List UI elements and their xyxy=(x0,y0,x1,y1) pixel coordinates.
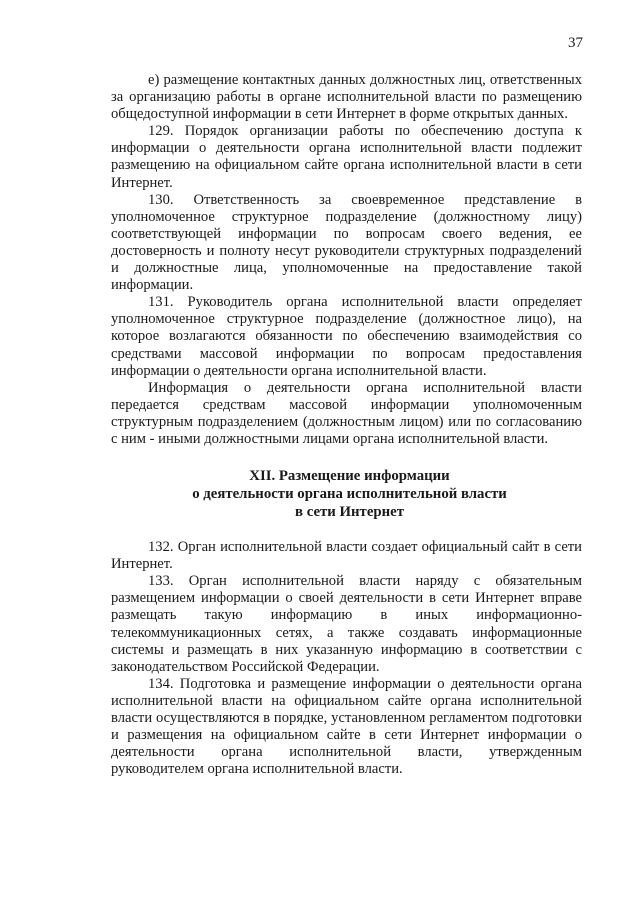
paragraph-132: 132. Орган исполнительной власти создает официальный сайт в сети Интернет. xyxy=(111,539,582,573)
paragraph-131-continuation: Информация о деятельности органа исполнительной власти передается средствам массовой информации уполномоченным структурным подразделением (должностным лицом) или по согласованию с ним - иными должностными лицами органа исполнительной власти. xyxy=(111,379,582,447)
section-heading-line-3: в сети Интернет xyxy=(295,504,404,521)
paragraph-131: 131. Руководитель органа исполнительной власти определяет уполномоченное структурное подразделение (должностное лицо), на которое возлагаются обязанности по обеспечению взаимодействия со средствами массовой информации по вопросам предоставления информации о деятельности органа исполнительной власти. xyxy=(111,294,582,379)
paragraph-129: 129. Порядок организации работы по обеспечению доступа к информации о деятельности органа исполнительной власти подлежит размещению на официальном сайте органа исполнительной власти в сети Интернет. xyxy=(111,123,582,191)
page-number: 37 xyxy=(568,35,583,51)
section-heading xyxy=(111,467,582,521)
paragraph-item-e: е) размещение контактных данных должностных лиц, ответственных за организацию работы в органе исполнительной власти по размещению общедоступной информации в сети Интернет в форме открытых данных. xyxy=(111,72,582,123)
paragraph-130: 130. Ответственность за своевременное представление в уполномоченное структурное подразделение (должностному лицу) соответствующей информации по вопросам своего ведения, ее достоверность и полноту несут руководители структурных подразделений и должностные лица, уполномоченные на предоставление такой информации. xyxy=(111,191,582,294)
paragraph-134: 134. Подготовка и размещение информации о деятельности органа исполнительной власти на официальном сайте органа исполнительной власти осуществляются в порядке, установленном регламентом подготовки и размещения на официальном сайте в сети Интернет информации о деятельности органа исполнительной власти, утвержденным руководителем органа исполнительной власти. xyxy=(111,675,582,778)
section-heading-line-1: XII. Размещение информации xyxy=(249,468,450,485)
section-heading-line-2: о деятельности органа исполнительной власти xyxy=(192,486,507,503)
paragraph-133: 133. Орган исполнительной власти наряду с обязательным размещением информации о своей деятельности в сети Интернет вправе размещать такую информацию в иных информационно-телекоммуникационных сетях, а также создавать информационные системы и размещать в них указанную информацию в соответствии с законодательством Российской Федерации. xyxy=(111,573,582,675)
document-body xyxy=(111,72,582,778)
